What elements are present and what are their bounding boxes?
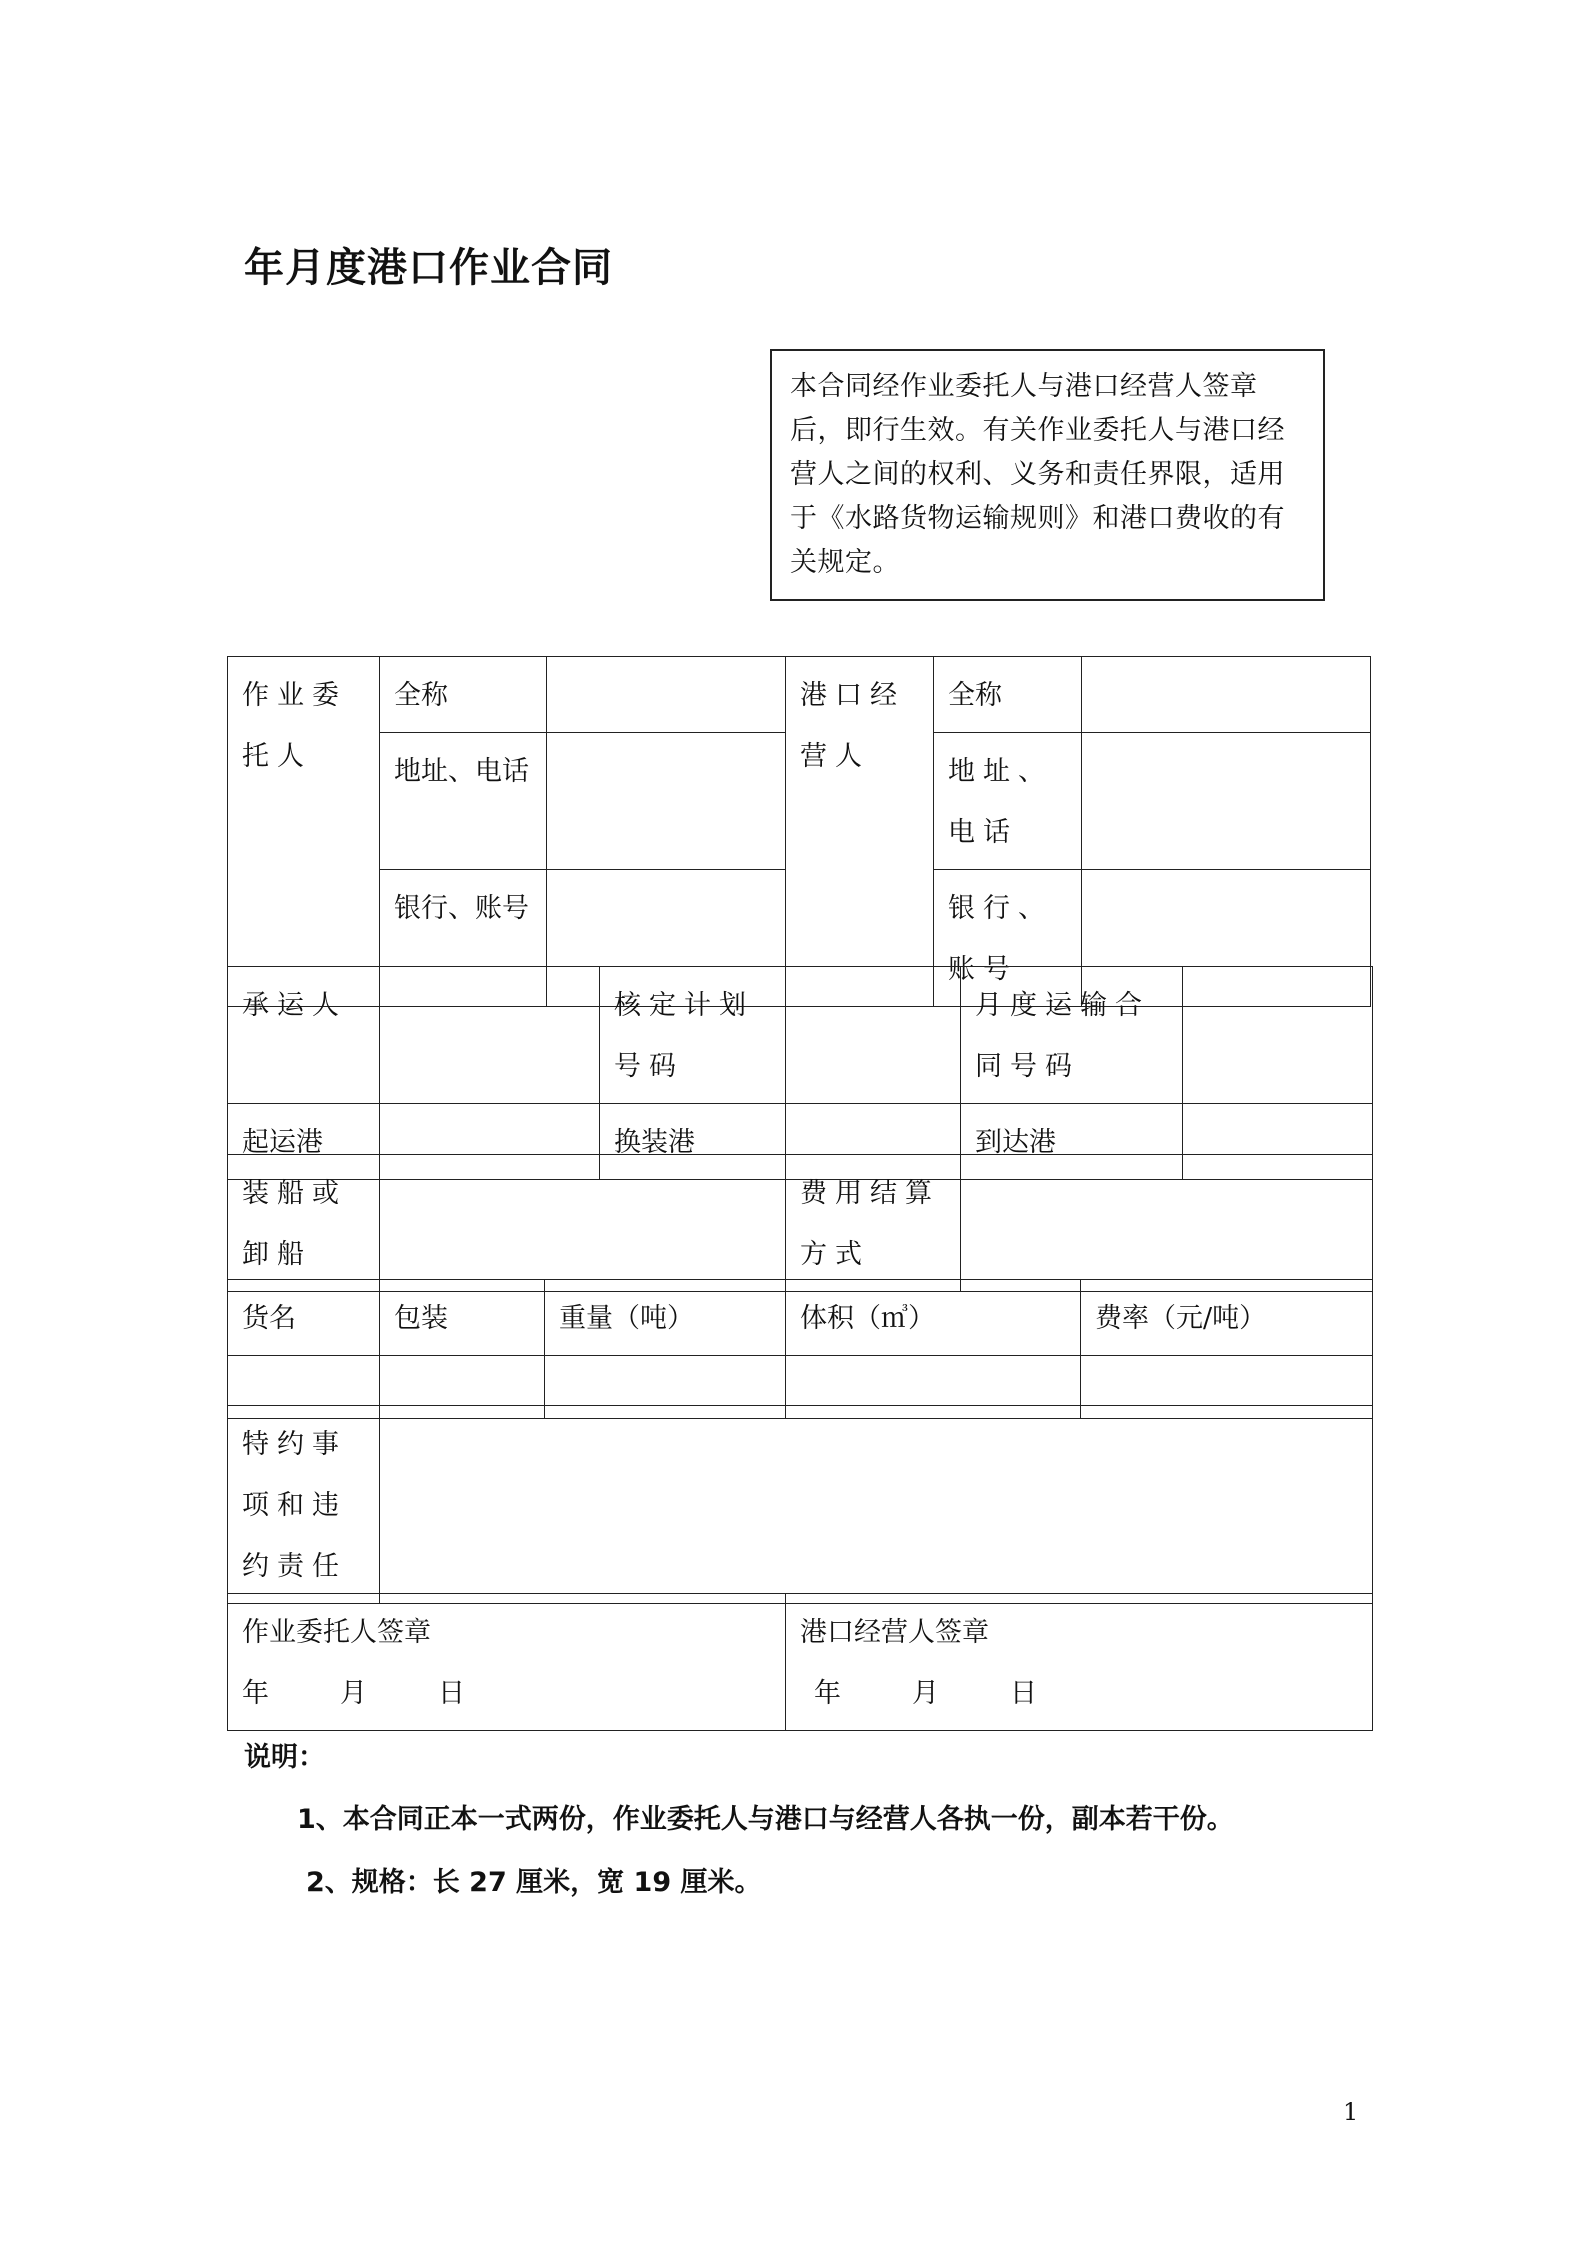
operator-date-month: 月	[912, 1678, 939, 1709]
operator-label: 港口经营人	[786, 657, 934, 1007]
cargo-name-header: 货名	[228, 1280, 380, 1356]
notes-item-1: 1、本合同正本一式两份，作业委托人与港口与经营人各执一份，副本若干份。	[297, 1804, 1234, 1835]
principal-address-field[interactable]	[547, 733, 786, 870]
operator-date-year: 年	[814, 1678, 841, 1709]
cargo-table	[227, 1279, 1373, 1419]
signature-table	[227, 1593, 1373, 1731]
arrival-port-label: 到达港	[961, 1104, 1183, 1180]
settlement-method-field[interactable]	[961, 1155, 1373, 1292]
operator-signature-cell[interactable]	[786, 1594, 1373, 1731]
operator-date-day: 日	[1010, 1678, 1037, 1709]
notes-item-2: 2、规格：长 27 厘米，宽 19 厘米。	[306, 1867, 762, 1898]
departure-port-label: 起运港	[228, 1104, 380, 1180]
operator-date	[800, 1663, 1360, 1724]
special-terms-label: 特约事项和违约责任	[228, 1406, 380, 1604]
special-terms-table	[227, 1405, 1373, 1604]
plan-number-label: 核定计划号码	[600, 967, 786, 1104]
principal-full-name-field[interactable]	[547, 657, 786, 733]
carrier-field[interactable]	[380, 967, 600, 1104]
transfer-port-label: 换装港	[600, 1104, 786, 1180]
page-number: 1	[1343, 2098, 1359, 2126]
transport-table	[227, 966, 1373, 1180]
operator-address-field[interactable]	[1082, 733, 1371, 870]
principal-full-name-label: 全称	[380, 657, 547, 733]
operator-full-name-field[interactable]	[1082, 657, 1371, 733]
principal-signature-cell[interactable]	[228, 1594, 786, 1731]
cargo-packaging-header: 包装	[380, 1280, 545, 1356]
monthly-contract-number-label: 月度运输合同号码	[961, 967, 1183, 1104]
principal-signature-label: 作业委托人签章	[242, 1617, 431, 1648]
principal-bank-label: 银行、账号	[380, 870, 547, 1007]
principal-date-day: 日	[438, 1678, 465, 1709]
loading-table	[227, 1154, 1373, 1292]
operator-full-name-label: 全称	[934, 657, 1082, 733]
operator-signature-label: 港口经营人签章	[800, 1617, 989, 1648]
cargo-rate-header: 费率（元/吨）	[1081, 1280, 1373, 1356]
notes-heading: 说明：	[244, 1742, 325, 1773]
principal-address-label: 地址、电话	[380, 733, 547, 870]
document-title: 年月度港口作业合同	[244, 245, 613, 291]
special-terms-field[interactable]	[380, 1406, 1373, 1604]
carrier-label: 承运人	[228, 967, 380, 1104]
operator-bank-label: 银行、账号	[934, 870, 1082, 1007]
loading-unloading-label: 装船或卸船	[228, 1155, 380, 1292]
monthly-contract-number-field[interactable]	[1183, 967, 1373, 1104]
principal-date	[242, 1663, 773, 1724]
principal-date-year: 年	[242, 1678, 269, 1709]
principal-label: 作业委托人	[228, 657, 380, 1007]
settlement-method-label: 费用结算方式	[786, 1155, 961, 1292]
operator-address-label: 地址、电话	[934, 733, 1082, 870]
parties-table	[227, 656, 1371, 1007]
notice-box: 本合同经作业委托人与港口经营人签章后，即行生效。有关作业委托人与港口经营人之间的权利、义务和责任界限，适用于《水路货物运输规则》和港口费收的有关规定。	[770, 349, 1325, 601]
cargo-volume-header: 体积（㎥）	[786, 1280, 1081, 1356]
plan-number-field[interactable]	[786, 967, 961, 1104]
cargo-weight-header: 重量（吨）	[545, 1280, 786, 1356]
principal-date-month: 月	[340, 1678, 367, 1709]
loading-unloading-field[interactable]	[380, 1155, 786, 1292]
